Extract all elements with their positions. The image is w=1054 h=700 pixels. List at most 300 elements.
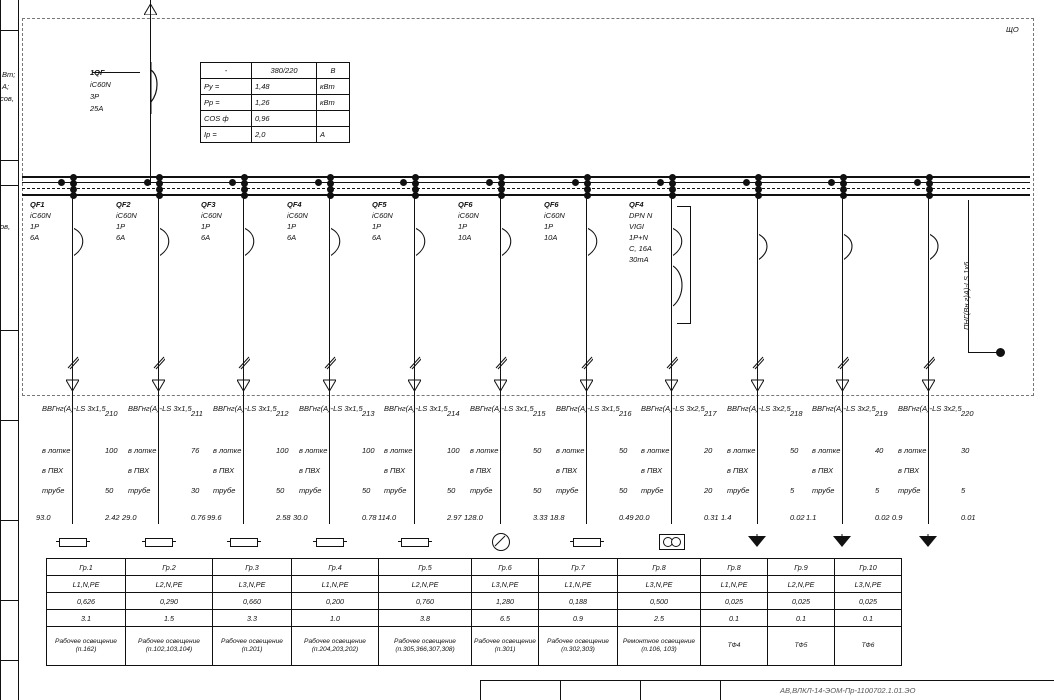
route-tube-8: трубе xyxy=(641,486,664,495)
group-cell-power-5: 0,760 xyxy=(379,593,472,610)
tf-symbol-10 xyxy=(833,534,851,548)
cable-arrow-9 xyxy=(751,378,764,390)
cable-number-4: 213 xyxy=(362,409,375,418)
route-tube-3: трубе xyxy=(213,486,236,495)
group-cell-current-1: 3.1 xyxy=(47,610,126,627)
luminaire-symbol-7 xyxy=(573,538,601,547)
breaker-poles-1: 1P xyxy=(30,222,40,231)
group-cell-power-10: 0,025 xyxy=(768,593,835,610)
cable-arrow-4 xyxy=(323,378,336,390)
route-tray-len-6: 50 xyxy=(533,446,542,455)
group-cell-name-2: Рабочее освещение (п.102,103,104) xyxy=(126,627,213,666)
line-length-10: 1.1 xyxy=(806,513,817,522)
line-length-4: 30.0 xyxy=(293,513,308,522)
breaker-tag-5: QF5 xyxy=(372,200,387,209)
cable-number-3: 212 xyxy=(276,409,289,418)
group-cell-phase-6: L3,N,PE xyxy=(472,576,539,593)
line-length-1: 93.0 xyxy=(36,513,51,522)
group-row-description xyxy=(47,627,902,666)
route-tray-len-8: 20 xyxy=(704,446,713,455)
breaker-rating-5: 6A xyxy=(372,233,382,242)
route-tray-len-10: 40 xyxy=(875,446,884,455)
breaker-rating-6: 10A xyxy=(458,233,472,242)
group-cell-name-9: ТФ4 xyxy=(701,627,768,666)
tap-symbol-11 xyxy=(930,230,952,266)
breaker-symbol-6 xyxy=(502,222,524,264)
group-cell-group-4: Гр.4 xyxy=(292,559,379,576)
group-row-names xyxy=(47,559,902,576)
power-row-0-unit: кВт xyxy=(317,79,350,95)
breaker-symbol-4 xyxy=(331,222,353,264)
group-cell-current-8: 2.5 xyxy=(618,610,701,627)
group-cell-name-5: Рабочее освещение (п.305,366,307,308) xyxy=(379,627,472,666)
titleblock-div xyxy=(480,680,481,700)
route-pipe-2: в ПВХ xyxy=(128,466,150,475)
breaker-symbol-5 xyxy=(416,222,438,264)
margin-note-1: А; xyxy=(2,82,10,91)
route-pipe-11: в ПВХ xyxy=(898,466,920,475)
panel-enclosure-dashed xyxy=(22,18,1034,396)
power-row-0-value: 1,48 xyxy=(252,79,317,95)
route-tube-2: трубе xyxy=(128,486,151,495)
route-tray-1: в лотке xyxy=(42,446,71,455)
group-cell-name-4: Рабочее освещение (п.204,203,202) xyxy=(292,627,379,666)
group-cell-group-10: Гр.9 xyxy=(768,559,835,576)
cable-cut-mark-3 xyxy=(238,356,250,370)
luminaire-symbol-5 xyxy=(401,538,429,547)
route-tray-7: в лотке xyxy=(556,446,585,455)
group-row-current xyxy=(47,610,902,627)
breaker-rating-3: 6A xyxy=(201,233,211,242)
cable-number-5: 214 xyxy=(447,409,460,418)
group-cell-name-3: Рабочее освещение (п.201) xyxy=(213,627,292,666)
group-cell-current-9: 0.1 xyxy=(701,610,768,627)
bus-dot xyxy=(914,179,921,186)
route-pipe-4: в ПВХ xyxy=(299,466,321,475)
power-row-2-value: 0,96 xyxy=(252,111,317,127)
breaker-symbol-7 xyxy=(588,222,610,264)
cable-cut-mark-7 xyxy=(581,356,593,370)
group-cell-phase-11: L3,N,PE xyxy=(835,576,902,593)
bus-dot xyxy=(498,192,505,199)
breaker-rating-8: 1P+N xyxy=(629,233,648,242)
line-current-1: 2.42 xyxy=(105,513,120,522)
group-cell-group-7: Гр.7 xyxy=(539,559,618,576)
bus-dot xyxy=(828,179,835,186)
group-cell-group-6: Гр.6 xyxy=(472,559,539,576)
group-row-phases xyxy=(47,576,902,593)
route-tray-9: в лотке xyxy=(727,446,756,455)
group-cell-phase-4: L1,N,PE xyxy=(292,576,379,593)
line-length-6: 128.0 xyxy=(464,513,483,522)
cable-type-6: ВВГнг(А)-LS 3х1,5 xyxy=(470,404,534,413)
group-cell-group-1: Гр.1 xyxy=(47,559,126,576)
cable-cut-mark-2 xyxy=(153,356,165,370)
power-table-row xyxy=(201,127,350,143)
luminaire-symbol-2 xyxy=(145,538,173,547)
cable-cut-mark-1 xyxy=(67,356,79,370)
cable-number-6: 215 xyxy=(533,409,546,418)
group-cell-phase-7: L1,N,PE xyxy=(539,576,618,593)
line-current-2: 0.76 xyxy=(191,513,206,522)
cable-number-9: 218 xyxy=(790,409,803,418)
route-tube-10: трубе xyxy=(812,486,835,495)
power-row-1-unit: кВт xyxy=(317,95,350,111)
cable-type-1: ВВГнг(А)-LS 3х1,5 xyxy=(42,404,106,413)
route-tube-5: трубе xyxy=(384,486,407,495)
route-tray-5: в лотке xyxy=(384,446,413,455)
breaker-tag-1: QF1 xyxy=(30,200,45,209)
breaker-tag-6: QF6 xyxy=(458,200,473,209)
route-tube-4: трубе xyxy=(299,486,322,495)
margin-note-0: Вт; xyxy=(2,70,16,79)
route-pipe-1: в ПВХ xyxy=(42,466,64,475)
route-tube-len-7: 50 xyxy=(619,486,628,495)
luminaire-symbol-3 xyxy=(230,538,258,547)
power-row-3-unit: А xyxy=(317,127,350,143)
breaker-type-8: DPN N xyxy=(629,211,653,220)
tf-symbol-11 xyxy=(919,534,937,548)
cable-cut-mark-11 xyxy=(923,356,935,370)
group-cell-name-8: Ремонтное освещение (п.106, 103) xyxy=(618,627,701,666)
route-tube-6: трубе xyxy=(470,486,493,495)
incoming-arrow-icon xyxy=(144,2,157,13)
titleblock-top-line xyxy=(480,680,1054,681)
breaker-tag-2: QF2 xyxy=(116,200,131,209)
route-tray-6: в лотке xyxy=(470,446,499,455)
luminaire-symbol-4 xyxy=(316,538,344,547)
group-cell-current-4: 1.0 xyxy=(292,610,379,627)
cable-number-7: 216 xyxy=(619,409,632,418)
frame-row-div xyxy=(0,660,18,661)
input-breaker-tag: 1QF xyxy=(90,68,105,77)
line-current-4: 0.78 xyxy=(362,513,377,522)
group-cell-name-1: Рабочее освещение (п.162) xyxy=(47,627,126,666)
cable-cut-mark-10 xyxy=(837,356,849,370)
cable-number-11: 220 xyxy=(961,409,974,418)
breaker-type-4: iC60N xyxy=(287,211,308,220)
tap-symbol-10 xyxy=(844,230,866,266)
right-cable-terminal-dot xyxy=(996,348,1005,357)
cable-type-11: ВВГнг(А)-LS 3х2,5 xyxy=(898,404,962,413)
route-tray-len-9: 50 xyxy=(790,446,799,455)
bus-dot xyxy=(400,179,407,186)
route-tray-len-5: 100 xyxy=(447,446,460,455)
frame-line-outer xyxy=(0,0,1,700)
breaker-poles-8: VIGI xyxy=(629,222,645,231)
group-cell-name-6: Рабочее освещение (п.301) xyxy=(472,627,539,666)
group-cell-power-2: 0,290 xyxy=(126,593,213,610)
line-current-3: 2.58 xyxy=(276,513,291,522)
bus-dot xyxy=(840,192,847,199)
group-row-power xyxy=(47,593,902,610)
route-pipe-3: в ПВХ xyxy=(213,466,235,475)
power-row-3-value: 2,0 xyxy=(252,127,317,143)
route-pipe-10: в ПВХ xyxy=(812,466,834,475)
power-row-1-name: Pр = xyxy=(201,95,252,111)
breaker-type-3: iC60N xyxy=(201,211,222,220)
cable-type-4: ВВГнг(А)-LS 3х1,5 xyxy=(299,404,363,413)
power-row-3-name: Iр = xyxy=(201,127,252,143)
power-row-2-name: COS ф xyxy=(201,111,252,127)
bus-dot xyxy=(327,192,334,199)
breaker-symbol-3 xyxy=(245,222,267,264)
titleblock-text: АВ,ВЛКЛ-14-ЭОМ-Пр-1100702.1.01.ЭО xyxy=(780,686,916,695)
group-cell-phase-3: L3,N,PE xyxy=(213,576,292,593)
route-tube-7: трубе xyxy=(556,486,579,495)
breaker-tag-8: QF4 xyxy=(629,200,644,209)
group-cell-phase-1: L1,N,PE xyxy=(47,576,126,593)
tf-symbol-9 xyxy=(748,534,766,548)
group-cell-group-8: Гр.8 xyxy=(618,559,701,576)
cable-arrow-8 xyxy=(665,378,678,390)
route-tube-1: трубе xyxy=(42,486,65,495)
group-cell-power-4: 0,200 xyxy=(292,593,379,610)
busbar-phase-1 xyxy=(22,176,1030,178)
group-cell-group-11: Гр.10 xyxy=(835,559,902,576)
breaker-rating-1: 6A xyxy=(30,233,40,242)
route-tray-len-3: 100 xyxy=(276,446,289,455)
cable-type-5: ВВГнг(А)-LS 3х1,5 xyxy=(384,404,448,413)
group-summary-table xyxy=(46,558,902,666)
route-tube-len-6: 50 xyxy=(533,486,542,495)
right-cable-label: ПНГ(Вн.г)А)-LS 1х6 xyxy=(962,261,971,330)
bus-dot xyxy=(70,192,77,199)
breaker-type-6: iC60N xyxy=(458,211,479,220)
group-cell-phase-8: L3,N,PE xyxy=(618,576,701,593)
breaker-rating-2: 6A xyxy=(116,233,126,242)
line-current-6: 3.33 xyxy=(533,513,548,522)
bus-dot xyxy=(58,179,65,186)
input-breaker-type: iC60N xyxy=(90,80,111,89)
frame-row-div xyxy=(0,30,18,31)
breaker-poles-2: 1P xyxy=(116,222,126,231)
line-length-2: 29.0 xyxy=(122,513,137,522)
bus-dot xyxy=(315,179,322,186)
route-tube-len-5: 50 xyxy=(447,486,456,495)
panel-label: ЩО xyxy=(1006,25,1019,34)
luminaire-symbol-1 xyxy=(59,538,87,547)
breaker-type-2: iC60N xyxy=(116,211,137,220)
line-current-8: 0.31 xyxy=(704,513,719,522)
frame-row-div xyxy=(0,330,18,331)
power-row-1-value: 1,26 xyxy=(252,95,317,111)
bus-dot xyxy=(657,179,664,186)
route-tray-len-1: 100 xyxy=(105,446,118,455)
bus-dot xyxy=(412,192,419,199)
breaker-type-7: iC60N xyxy=(544,211,565,220)
route-pipe-6: в ПВХ xyxy=(470,466,492,475)
group-cell-phase-10: L2,N,PE xyxy=(768,576,835,593)
group-cell-power-8: 0,500 xyxy=(618,593,701,610)
cable-type-2: ВВГнг(А)-LS 3х1,5 xyxy=(128,404,192,413)
breaker-extra2-8: 30mA xyxy=(629,255,649,264)
route-tray-2: в лотке xyxy=(128,446,157,455)
cable-cut-mark-9 xyxy=(752,356,764,370)
route-tray-3: в лотке xyxy=(213,446,242,455)
bus-dot xyxy=(572,179,579,186)
power-summary-table xyxy=(200,62,350,143)
bus-dot xyxy=(144,179,151,186)
cable-type-3: ВВГнг(А)-LS 3х1,5 xyxy=(213,404,277,413)
group-cell-phase-2: L2,N,PE xyxy=(126,576,213,593)
frame-line-left xyxy=(18,0,19,700)
bus-dot xyxy=(743,179,750,186)
load-circle-symbol xyxy=(492,533,510,551)
route-tray-4: в лотке xyxy=(299,446,328,455)
cable-arrow-7 xyxy=(580,378,593,390)
breaker-tag-7: QF6 xyxy=(544,200,559,209)
route-pipe-5: в ПВХ xyxy=(384,466,406,475)
line-current-5: 2.97 xyxy=(447,513,462,522)
cable-arrow-1 xyxy=(66,378,79,390)
group-cell-current-2: 1.5 xyxy=(126,610,213,627)
group-cell-current-6: 6.5 xyxy=(472,610,539,627)
power-table-header-row xyxy=(201,63,350,79)
bus-dot xyxy=(156,192,163,199)
bus-dot xyxy=(241,192,248,199)
power-row-0-name: Pу = xyxy=(201,79,252,95)
breaker-symbol-1 xyxy=(74,222,96,264)
rcd-contact-symbol xyxy=(673,262,693,310)
breaker-poles-4: 1P xyxy=(287,222,297,231)
line-current-10: 0.02 xyxy=(875,513,890,522)
route-tube-len-2: 30 xyxy=(191,486,200,495)
breaker-tag-3: QF3 xyxy=(201,200,216,209)
margin-note-3: ов, xyxy=(0,222,11,231)
route-tray-len-7: 50 xyxy=(619,446,628,455)
route-tube-len-9: 5 xyxy=(790,486,795,495)
cable-number-2: 211 xyxy=(191,409,203,418)
cable-cut-mark-5 xyxy=(409,356,421,370)
cable-type-9: ВВГнг(А)-LS 3х2,5 xyxy=(727,404,791,413)
group-cell-phase-9: L1,N,PE xyxy=(701,576,768,593)
group-cell-phase-5: L2,N,PE xyxy=(379,576,472,593)
route-tray-10: в лотке xyxy=(812,446,841,455)
route-tube-11: трубе xyxy=(898,486,921,495)
bus-dot xyxy=(669,192,676,199)
power-header-1: 380/220 xyxy=(252,63,317,79)
group-cell-power-9: 0,025 xyxy=(701,593,768,610)
group-cell-power-7: 0,188 xyxy=(539,593,618,610)
group-cell-power-1: 0,626 xyxy=(47,593,126,610)
cable-number-8: 217 xyxy=(704,409,717,418)
group-cell-current-7: 0.9 xyxy=(539,610,618,627)
line-current-7: 0.49 xyxy=(619,513,634,522)
line-length-11: 0.9 xyxy=(892,513,903,522)
cable-arrow-2 xyxy=(152,378,165,390)
cable-number-10: 219 xyxy=(875,409,888,418)
frame-row-div xyxy=(0,420,18,421)
cable-type-8: ВВГнг(А)-LS 3х2,5 xyxy=(641,404,705,413)
cable-cut-mark-6 xyxy=(495,356,507,370)
line-current-9: 0.02 xyxy=(790,513,805,522)
frame-row-div xyxy=(0,520,18,521)
group-cell-current-10: 0.1 xyxy=(768,610,835,627)
breaker-rating-4: 6A xyxy=(287,233,297,242)
tap-symbol-9 xyxy=(759,230,781,266)
breaker-poles-5: 1P xyxy=(372,222,382,231)
breaker-poles-3: 1P xyxy=(201,222,211,231)
busbar-neutral-dashed xyxy=(22,188,1030,189)
cable-number-1: 210 xyxy=(105,409,118,418)
breaker-type-5: iC60N xyxy=(372,211,393,220)
breaker-symbol-2 xyxy=(160,222,182,264)
breaker-tag-4: QF4 xyxy=(287,200,302,209)
group-cell-current-5: 3.8 xyxy=(379,610,472,627)
cable-cut-mark-8 xyxy=(666,356,678,370)
route-pipe-8: в ПВХ xyxy=(641,466,663,475)
group-cell-group-3: Гр.3 xyxy=(213,559,292,576)
group-cell-name-7: Рабочее освещение (п.302,303) xyxy=(539,627,618,666)
route-tray-8: в лотке xyxy=(641,446,670,455)
line-length-9: 1.4 xyxy=(721,513,732,522)
power-table-row xyxy=(201,111,350,127)
bus-dot xyxy=(926,192,933,199)
power-table-row xyxy=(201,95,350,111)
group-cell-current-3: 3.3 xyxy=(213,610,292,627)
group-cell-group-9: Гр.8 xyxy=(701,559,768,576)
bus-dot xyxy=(584,192,591,199)
breaker-poles-7: 1P xyxy=(544,222,554,231)
route-tube-9: трубе xyxy=(727,486,750,495)
group-cell-name-11: ТФ6 xyxy=(835,627,902,666)
route-tube-len-10: 5 xyxy=(875,486,880,495)
input-breaker-symbol xyxy=(142,62,162,114)
route-tube-len-8: 20 xyxy=(704,486,713,495)
group-cell-power-6: 1,280 xyxy=(472,593,539,610)
breaker-poles-6: 1P xyxy=(458,222,468,231)
route-tray-len-11: 30 xyxy=(961,446,970,455)
bus-dot xyxy=(486,179,493,186)
route-tube-len-11: 5 xyxy=(961,486,966,495)
frame-row-div xyxy=(0,160,18,161)
group-cell-group-5: Гр.5 xyxy=(379,559,472,576)
cable-arrow-6 xyxy=(494,378,507,390)
route-tube-len-4: 50 xyxy=(362,486,371,495)
cable-arrow-3 xyxy=(237,378,250,390)
group-cell-power-3: 0,660 xyxy=(213,593,292,610)
route-tube-len-3: 50 xyxy=(276,486,285,495)
cable-type-7: ВВГнг(А)-LS 3х1,5 xyxy=(556,404,620,413)
power-header-0: - xyxy=(201,63,252,79)
bus-dot xyxy=(229,179,236,186)
group-cell-current-11: 0.1 xyxy=(835,610,902,627)
cable-cut-mark-4 xyxy=(324,356,336,370)
bus-dot xyxy=(755,192,762,199)
cable-arrow-5 xyxy=(408,378,421,390)
input-breaker-rating: 25A xyxy=(90,104,104,113)
busbar-phase-2 xyxy=(22,182,1030,183)
line-length-5: 114.0 xyxy=(378,513,397,522)
frame-row-div xyxy=(0,185,18,186)
group-cell-power-11: 0,025 xyxy=(835,593,902,610)
line-current-11: 0.01 xyxy=(961,513,976,522)
route-pipe-7: в ПВХ xyxy=(556,466,578,475)
group-cell-name-10: ТФ5 xyxy=(768,627,835,666)
breaker-type-1: iC60N xyxy=(30,211,51,220)
line-length-7: 18.8 xyxy=(550,513,565,522)
cable-arrow-10 xyxy=(836,378,849,390)
route-tray-len-4: 100 xyxy=(362,446,375,455)
titleblock-div xyxy=(720,680,721,700)
cable-type-10: ВВГнг(А)-LS 3х2,5 xyxy=(812,404,876,413)
breaker-extra1-8: C, 16A xyxy=(629,244,652,253)
line-length-8: 20.0 xyxy=(635,513,650,522)
route-tray-11: в лотке xyxy=(898,446,927,455)
socket-circle-2 xyxy=(671,537,681,547)
group-cell-group-2: Гр.2 xyxy=(126,559,213,576)
